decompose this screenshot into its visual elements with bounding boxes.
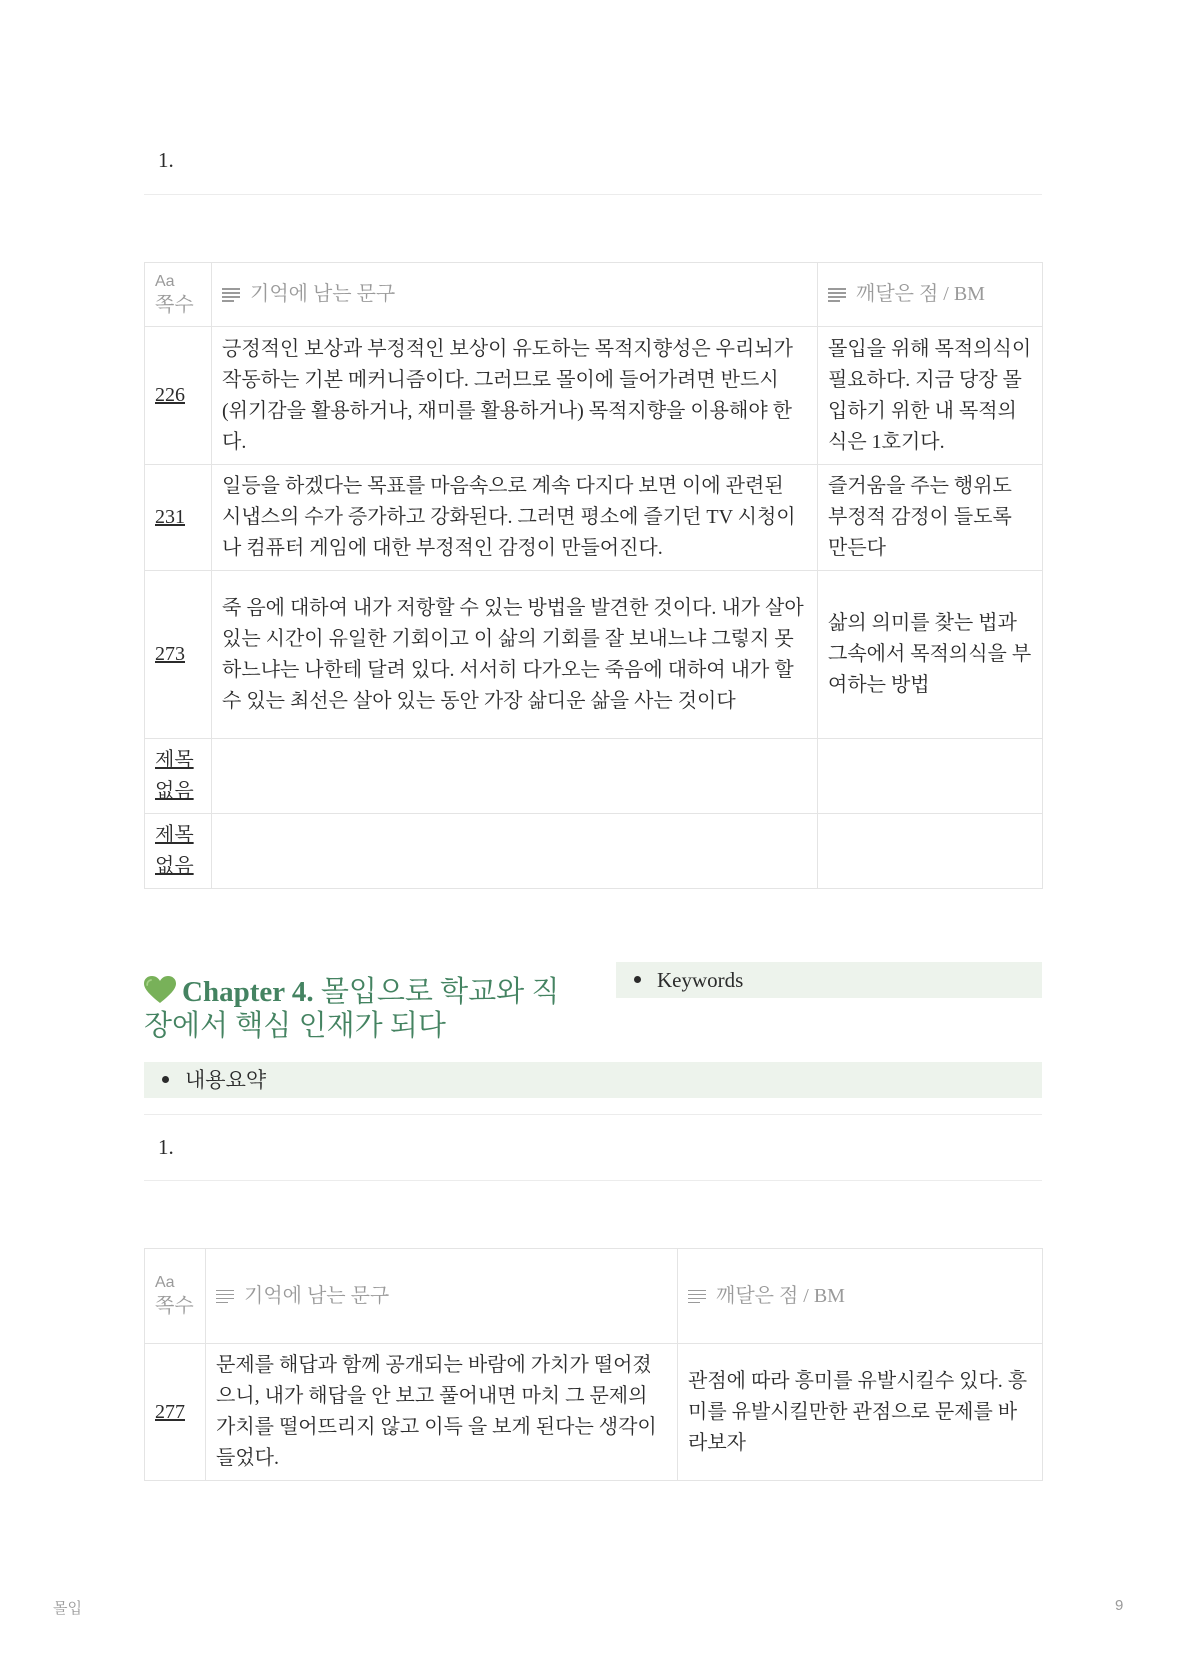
green-heart-icon [144,976,176,1004]
column-header-page[interactable]: Aa 쪽수 [145,263,212,327]
table-row[interactable] [145,739,1043,814]
numbered-list-item[interactable] [144,140,1042,180]
quotes-table [144,262,1043,889]
column-header-page[interactable]: Aa 쪽수 [145,1249,206,1344]
quote-cell[interactable] [212,814,818,889]
quote-cell[interactable]: 긍정적인 보상과 부정적인 보상이 유도하는 목적지향성은 우리뇌가 작동하는 기본 메커니즘이다. 그러므로 몰이에 들어가려면 반드시 (위기감을 활용하거나, 재미를 활용하거나) 목적지향을 이용해야 한다. [212,327,818,465]
divider [144,1114,1042,1115]
page-link[interactable]: 226 [155,384,185,406]
bullet-icon [634,976,641,983]
table-row[interactable] [145,1344,1043,1481]
text-property-icon [828,287,846,301]
text-property-icon [216,1289,234,1303]
insight-cell[interactable] [818,814,1043,889]
insight-cell[interactable] [818,739,1043,814]
title-property-icon: Aa [155,272,175,290]
quotes-table-chapter4 [144,1248,1043,1481]
table-row[interactable] [145,327,1043,465]
insight-cell[interactable]: 삶의 의미를 찾는 법과 그속에서 목적의식을 부여하는 방법 [818,571,1043,739]
list-number: 1. [158,148,174,172]
quote-cell[interactable]: 문제를 해답과 함께 공개되는 바람에 가치가 떨어졌으니, 내가 해답을 안 보고 풀어내면 마치 그 문제의 가치를 떨어뜨리지 않고 이득 을 보게 된다는 생각이 들었다. [206,1344,678,1481]
quote-cell[interactable] [212,739,818,814]
numbered-list-item[interactable] [144,1127,1042,1167]
bullet-icon [162,1076,169,1083]
table-header-row [145,263,1043,327]
table-row[interactable] [145,814,1043,889]
quote-cell[interactable]: 일등을 하겠다는 목표를 마음속으로 계속 다지다 보면 이에 관련된 시냅스의 수가 증가하고 강화된다. 그러면 평소에 즐기던 TV 시청이나 컴퓨터 게임에 대한 부정적인 감정이 만들어진다. [212,465,818,571]
insight-cell[interactable]: 관점에 따라 흥미를 유발시킬수 있다. 흥미를 유발시킬만한 관점으로 문제를 바라보자 [678,1344,1043,1481]
column-header-insight[interactable]: 깨달은 점 / BM [678,1249,1043,1344]
text-property-icon [688,1289,706,1303]
insight-cell[interactable]: 몰입을 위해 목적의식이 필요하다. 지금 당장 몰입하기 위한 내 목적의식은 1호기다. [818,327,1043,465]
title-property-icon: Aa [155,1274,175,1291]
page-link[interactable]: 제목 없음 [155,824,194,877]
divider [144,194,1042,195]
table-row[interactable] [145,571,1043,739]
footer-title: 몰입 [53,1600,82,1617]
text-property-icon [222,287,240,301]
keywords-toggle[interactable]: Keywords [616,962,1042,998]
column-header-quote[interactable]: 기억에 남는 문구 [206,1249,678,1344]
quote-cell[interactable]: 죽 음에 대하여 내가 저항할 수 있는 방법을 발견한 것이다. 내가 살아 있는 시간이 유일한 기회이고 이 삶의 기회를 잘 보내느냐 그렇지 못 하느냐는 나한테 달려 있다. 서서히 다가오는 죽음에 대하여 내가 할 수 있는 최선은 살아 있는 동안 가장 삶디운 삶을 사는 것이다 [212,571,818,739]
page-link[interactable]: 제목 없음 [155,749,194,802]
page-link[interactable]: 277 [155,1400,185,1423]
column-header-quote[interactable]: 기억에 남는 문구 [212,263,818,327]
summary-toggle[interactable]: 내용요약 [144,1062,1042,1098]
list-number: 1. [158,1135,174,1159]
footer-page-number: 9 [1115,1597,1124,1614]
table-row[interactable] [145,465,1043,571]
page-link[interactable]: 231 [155,506,185,528]
insight-cell[interactable]: 즐거움을 주는 행위도 부정적 감정이 들도록 만든다 [818,465,1043,571]
column-header-insight[interactable]: 깨달은 점 / BM [818,263,1043,327]
divider [144,1180,1042,1181]
page-link[interactable]: 273 [155,643,185,665]
table-header-row [145,1249,1043,1344]
chapter-heading: Chapter 4. 몰입으로 학교와 직장에서 핵심 인재가 되다 [144,976,560,1042]
